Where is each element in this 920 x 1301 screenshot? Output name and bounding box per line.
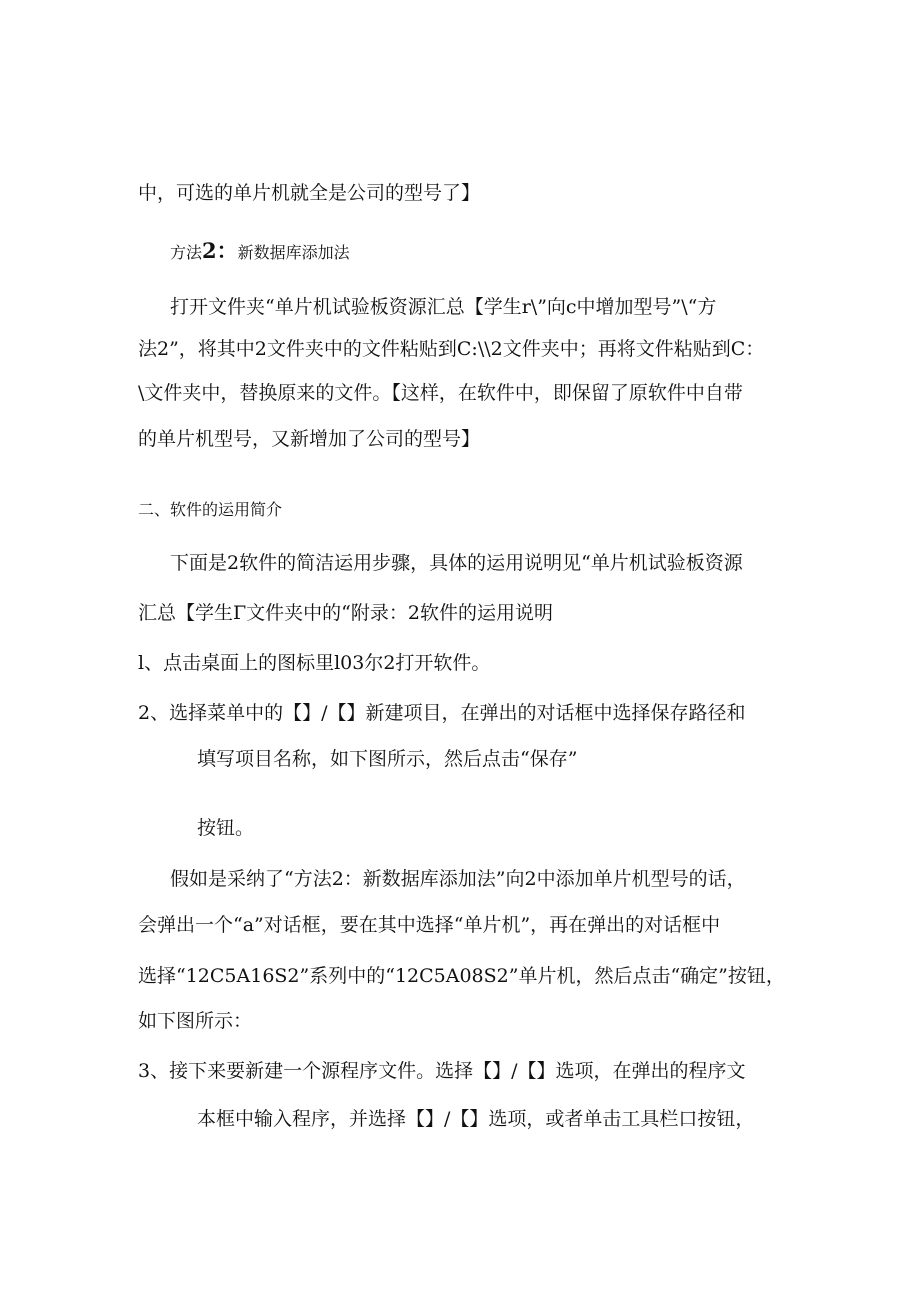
method-heading xyxy=(170,238,350,266)
method-heading-title: 新数据库添加法 xyxy=(237,243,350,262)
list-item-continuation: 按钮。 xyxy=(197,817,255,839)
section-heading: 二、软件的运用简介 xyxy=(138,500,283,519)
paragraph-line: 法2”，将其中2文件夹中的文件粘贴到C:\\2文件夹中；再将文件粘贴到C： xyxy=(138,338,765,360)
list-item-continuation: 填写项目名称，如下图所示，然后点击“保存” xyxy=(197,748,578,770)
paragraph-line: 如下图所示： xyxy=(138,1010,253,1032)
list-item: l、点击桌面上的图标里l03尔2打开软件。 xyxy=(138,652,491,674)
paragraph-line: \文件夹中，替换原来的文件。【这样，在软件中，即保留了原软件中自带 xyxy=(138,382,743,404)
list-item-continuation: 本框中输入程序，并选择【】/【】选项，或者单击工具栏口按钮， xyxy=(197,1108,755,1130)
method-heading-prefix: 方法 xyxy=(170,243,203,262)
paragraph-line: 汇总【学生Γ文件夹中的“附录：2软件的运用说明 xyxy=(138,602,553,624)
list-item: 3、接下来要新建一个源程序文件。选择【】/【】选项，在弹出的程序文 xyxy=(138,1060,746,1082)
paragraph-line: 会弹出一个“a”对话框，要在其中选择“单片机”，再在弹出的对话框中 xyxy=(138,914,721,936)
paragraph-line: 打开文件夹“单片机试验板资源汇总【学生r\”向c中增加型号”\“方 xyxy=(170,296,717,318)
paragraph-line: 的单片机型号，又新增加了公司的型号】 xyxy=(138,428,481,450)
list-item: 2、选择菜单中的【】/【】新建项目，在弹出的对话框中选择保存路径和 xyxy=(138,702,746,724)
method-heading-number: 2： xyxy=(202,238,238,263)
paragraph-line: 选择“12C5A16S2”系列中的“12C5A08S2”单片机，然后点击“确定”按钮， xyxy=(138,965,785,987)
paragraph-line: 中，可选的单片机就全是公司的型号了】 xyxy=(138,182,481,204)
paragraph-line: 下面是2软件的简洁运用步骤，具体的运用说明见“单片机试验板资源 xyxy=(170,552,743,574)
paragraph-line: 假如是采纳了“方法2：新数据库添加法”向2中添加单片机型号的话， xyxy=(170,868,746,890)
